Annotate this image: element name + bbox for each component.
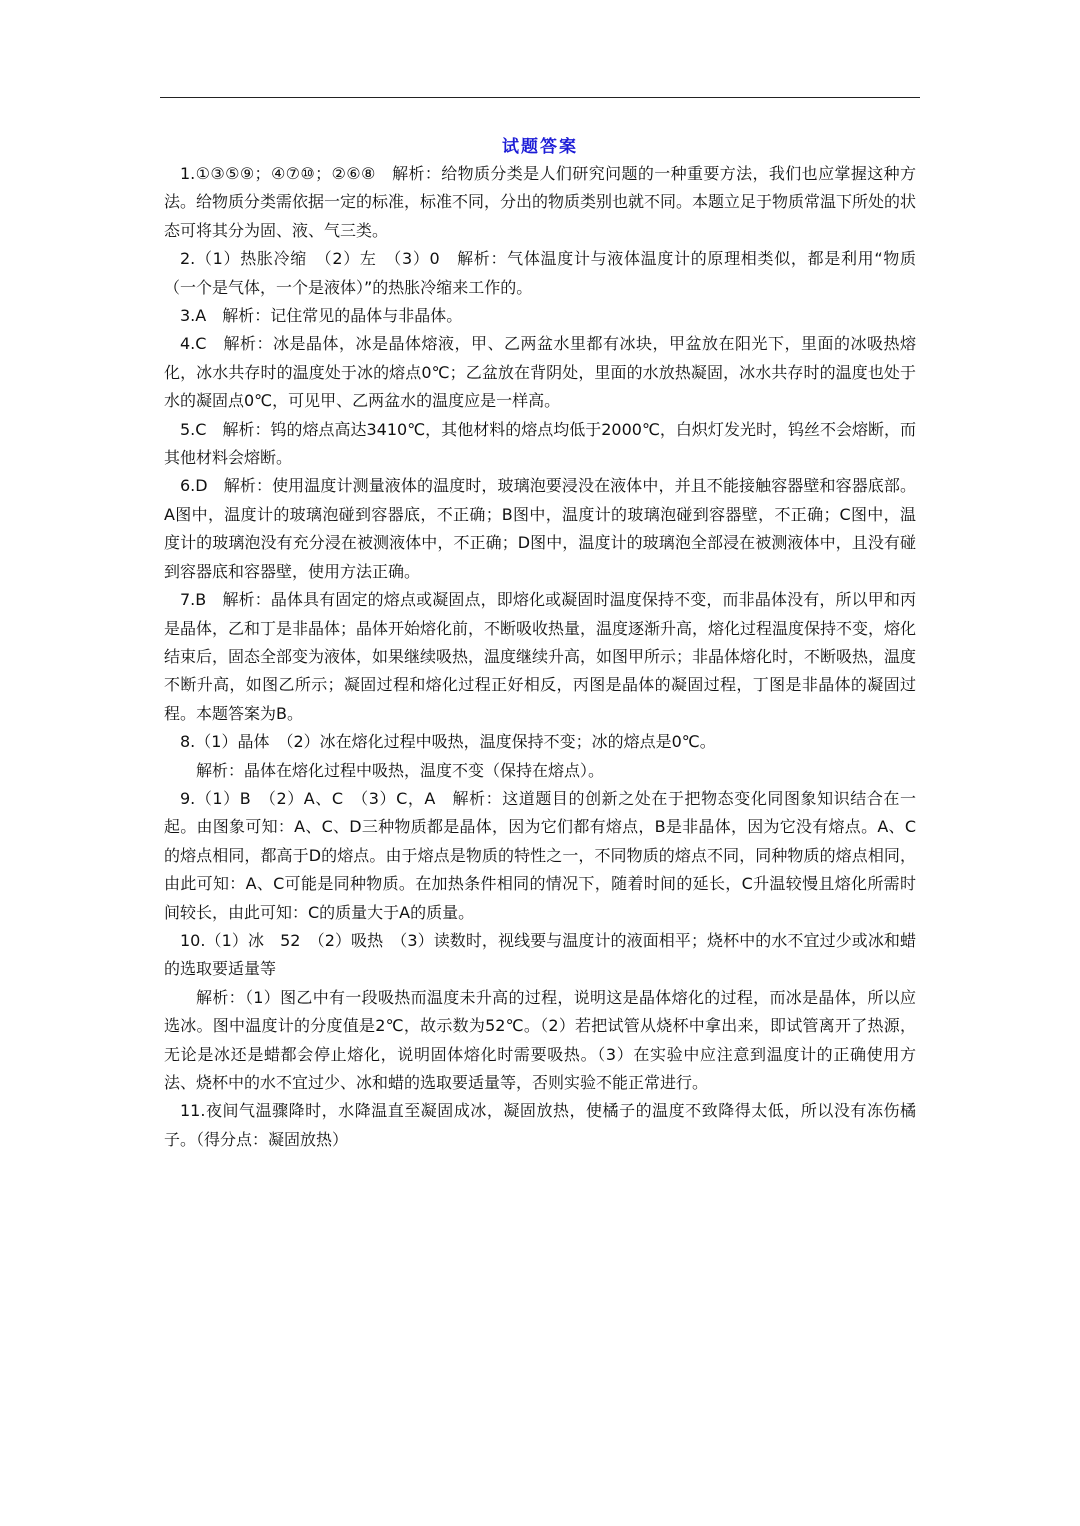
answer-3: 3.A 解析：记住常见的晶体与非晶体。 xyxy=(180,306,463,326)
answer-10: 10.（1）冰 52 （2）吸热 （3）读数时，视线要与温度计的液面相平；烧杯中的水不宜过少或冰和蜡的选取要适量等 xyxy=(164,930,916,979)
answer-4: 4.C 解析：冰是晶体，冰是晶体熔液，甲、乙两盆水里都有冰块，甲盆放在阳光下，里面的冰吸热熔化，冰水共存时的温度处于冰的熔点0℃；乙盆放在背阴处，里面的水放热凝固，冰水共存时的温度也处于水的凝固点0℃，可见甲、乙两盆水的温度应是一样高。 xyxy=(164,334,916,411)
answer-10-explanation: 解析：（1）图乙中有一段吸热而温度未升高的过程，说明这是晶体熔化的过程，而冰是晶体，所以应选冰。图中温度计的分度值是2℃，故示数为52℃。（2）若把试管从烧杯中拿出来，即试管离开了热源，无论是冰还是蜡都会停止熔化，说明固体熔化时需要吸热。（3）在实验中应注意到温度计的正确使用方法、烧杯中的水不宜过少、冰和蜡的选取要适量等，否则实验不能正常进行。 xyxy=(164,987,916,1092)
answer-7: 7.B 解析：晶体具有固定的熔点或凝固点，即熔化或凝固时温度保持不变，而非晶体没有，所以甲和丙是晶体，乙和丁是非晶体；晶体开始熔化前，不断吸收热量，温度逐渐升高，熔化过程温度保持不变，熔化结束后，固态全部变为液体，如果继续吸热，温度继续升高，如图甲所示；非晶体熔化时，不断吸热，温度不断升高，如图乙所示；凝固过程和熔化过程正好相反，丙图是晶体的凝固过程，丁图是非晶体的凝固过程。本题答案为B。 xyxy=(164,590,917,723)
answer-2: 2.（1）热胀冷缩 （2）左 （3）0 解析：气体温度计与液体温度计的原理相类似，都是利用“物质（一个是气体，一个是液体）”的热胀冷缩来工作的。 xyxy=(164,249,916,297)
answer-8-explanation: 解析：晶体在熔化过程中吸热，温度不变（保持在熔点）。 xyxy=(196,760,605,780)
answer-body xyxy=(164,160,916,1154)
page-title: 试题答案 xyxy=(502,137,578,157)
answer-1: 1.①③⑤⑨；④⑦⑩；②⑥⑧ 解析：给物质分类是人们研究问题的一种重要方法，我们也应掌握这种方法。给物质分类需依据一定的标准，标准不同，分出的物质类别也就不同。本题立足于物质常温下所处的状态可将其分为固、液、气三类。 xyxy=(164,164,917,240)
answer-9: 9.（1）B （2）A、C （3）C，A 解析：这道题目的创新之处在于把物态变化同图象知识结合在一起。由图象可知：A、C、D三种物质都是晶体，因为它们都有熔点，B是非晶体，因为它没有熔点。A、C的熔点相同，都高于D的熔点。由于熔点是物质的特性之一，不同物质的熔点不同，同种物质的熔点相同，由此可知：A、C可能是同种物质。在加热条件相同的情况下，随着时间的延长，C升温较慢且熔化所需时间较长，由此可知：C的质量大于A的质量。 xyxy=(164,788,916,922)
answer-5: 5.C 解析：钨的熔点高达3410℃，其他材料的熔点均低于2000℃，白炽灯发光时，钨丝不会熔断，而其他材料会熔断。 xyxy=(164,419,916,468)
answer-11: 11.夜间气温骤降时，水降温直至凝固成冰，凝固放热，使橘子的温度不致降得太低，所以没有冻伤橘子。（得分点：凝固放热） xyxy=(164,1101,916,1149)
answer-6: 6.D 解析：使用温度计测量液体的温度时，玻璃泡要浸没在液体中，并且不能接触容器壁和容器底部。A图中，温度计的玻璃泡碰到容器底，不正确；B图中，温度计的玻璃泡碰到容器壁，不正确；C图中，温度计的玻璃泡没有充分浸在被测液体中，不正确；D图中，温度计的玻璃泡全部浸在被测液体中，且没有碰到容器底和容器壁，使用方法正确。 xyxy=(164,476,916,581)
header-rule xyxy=(160,97,920,98)
answer-8: 8.（1）晶体 （2）冰在熔化过程中吸热，温度保持不变；冰的熔点是0℃。 xyxy=(180,732,716,752)
